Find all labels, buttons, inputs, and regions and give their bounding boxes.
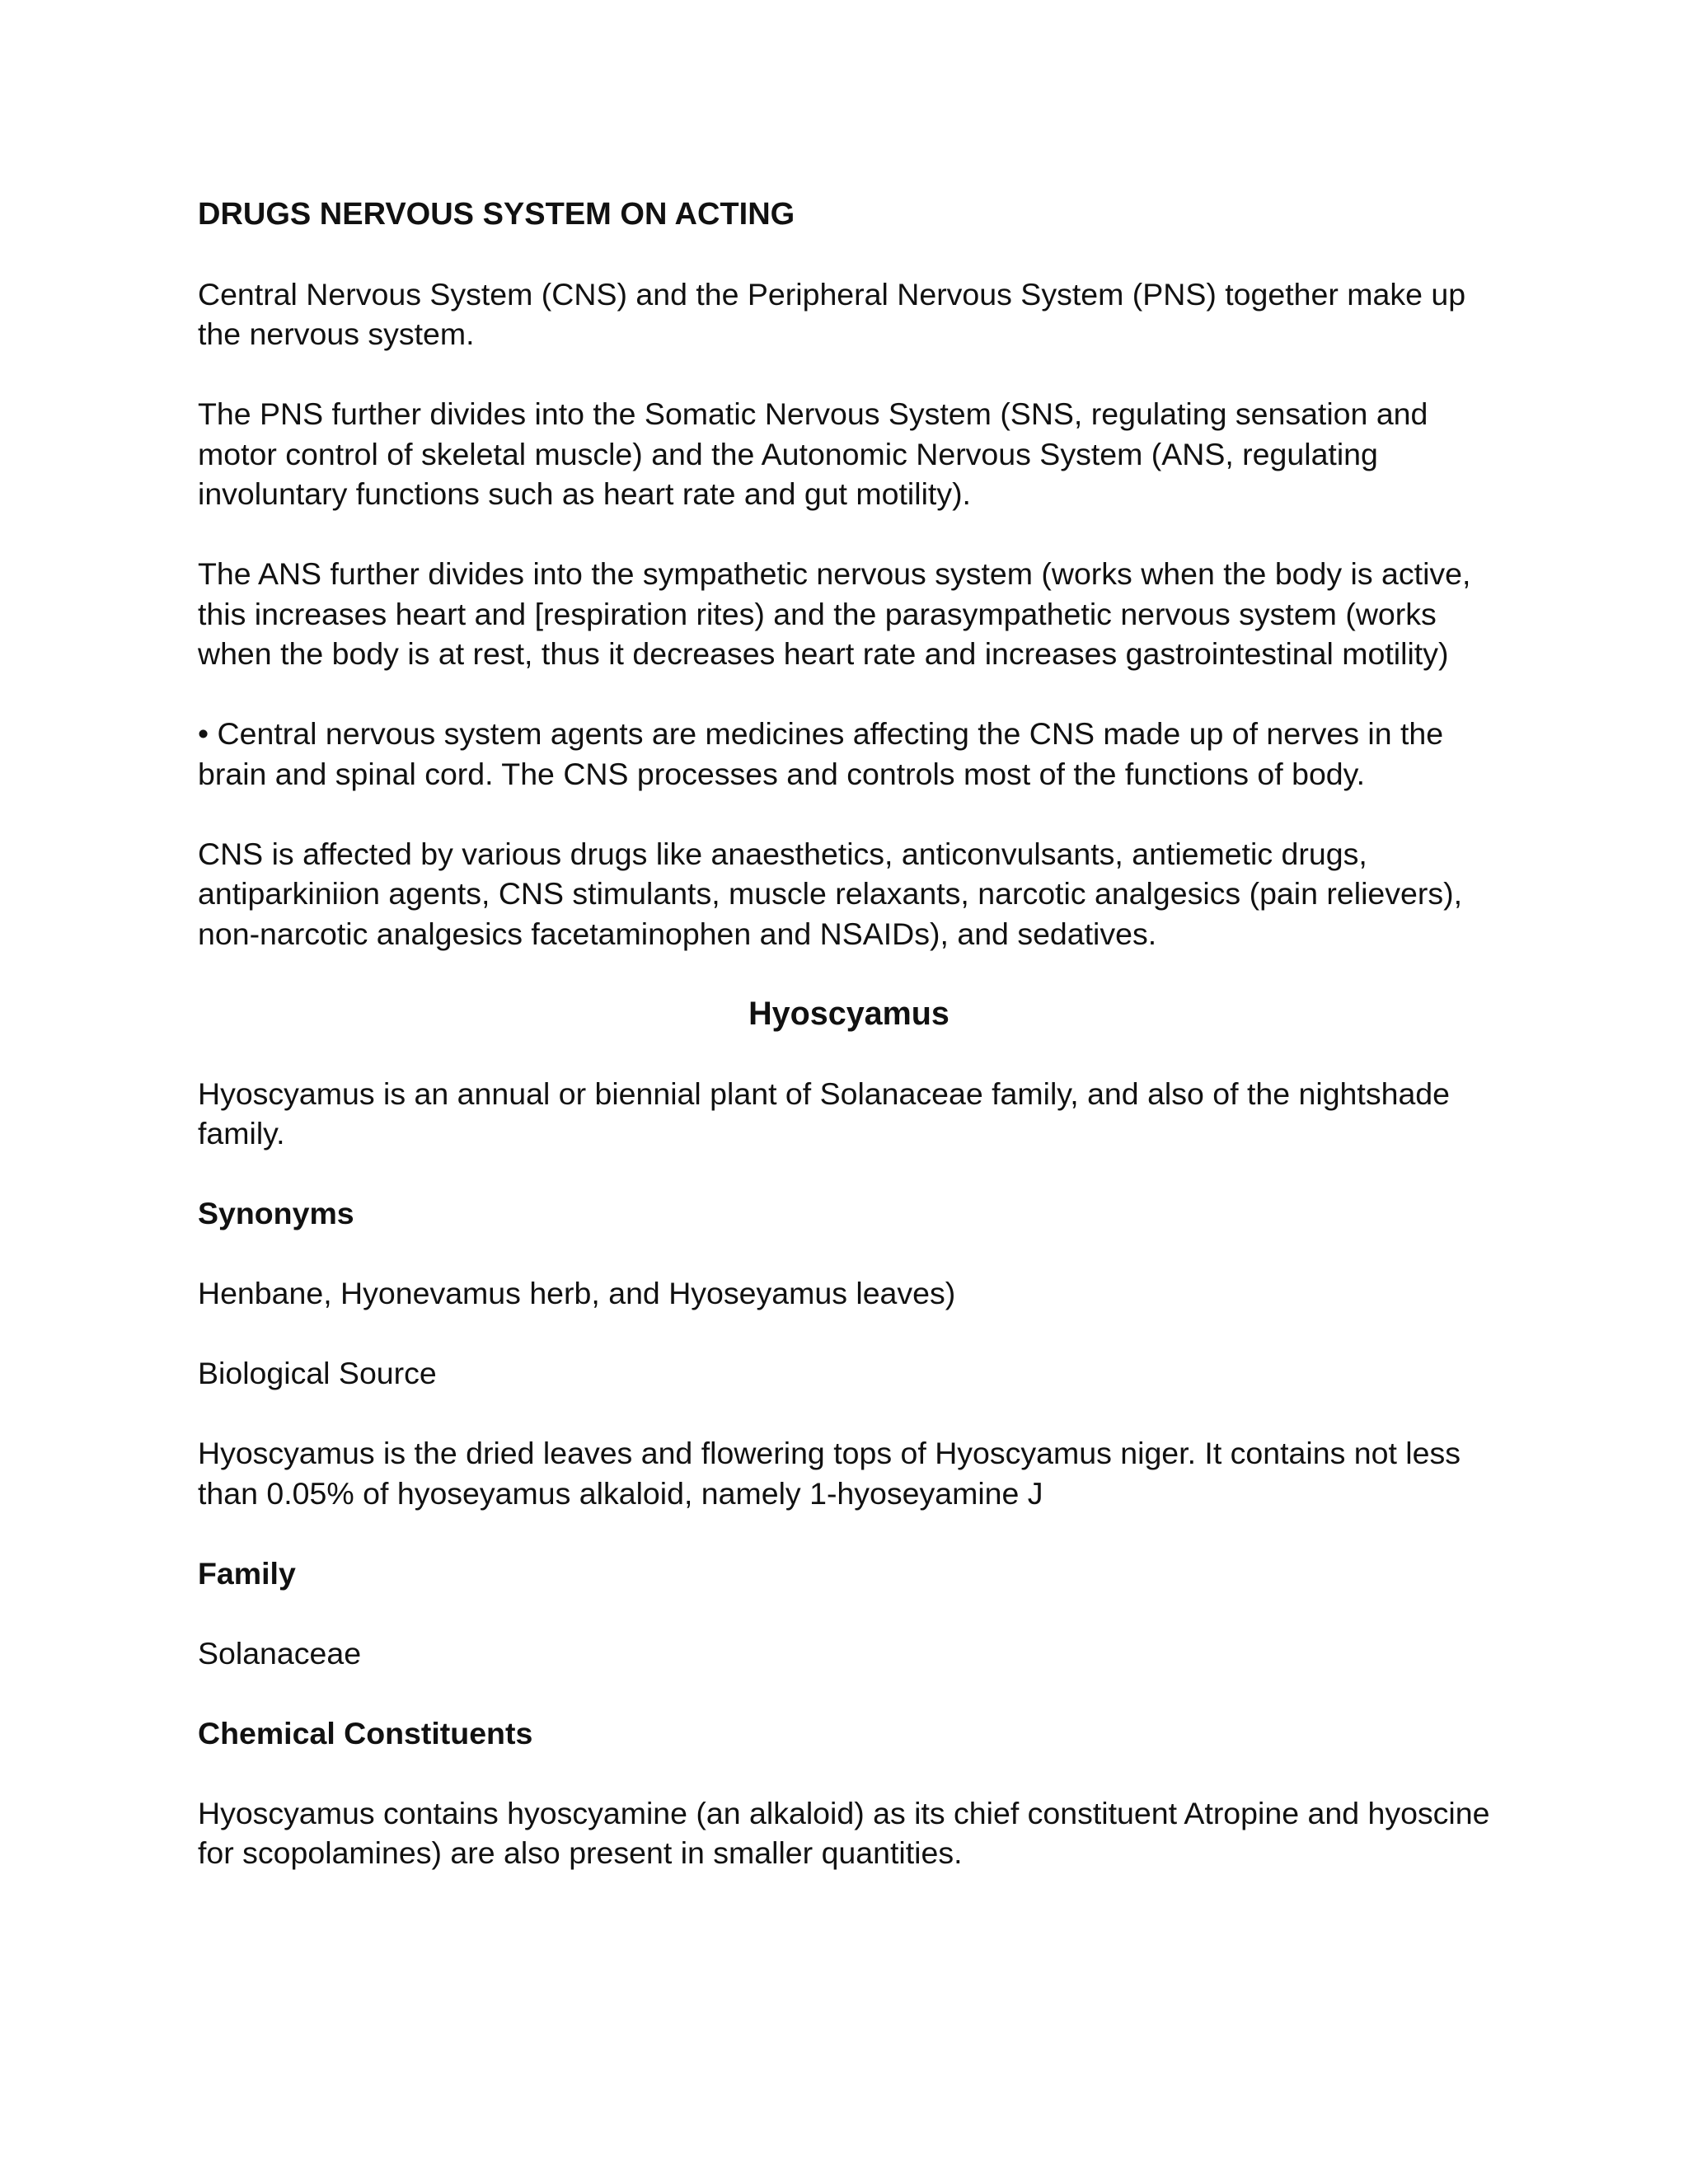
pns-paragraph: The PNS further divides into the Somatic Nervous System (SNS, regulating sensation and motor control of skeletal muscle) and the Autonomic Nervous System (ANS, regulating involuntary functions such as heart rate and gut motility). [198, 396, 1428, 511]
document-title: DRUGS NERVOUS SYSTEM ON ACTING [198, 197, 795, 232]
nervous-system-paragraph: Central Nervous System (CNS) and the Peripheral Nervous System (PNS) together make up the nervous system. [198, 276, 1466, 351]
biological-source-heading: Biological Source [198, 1356, 437, 1390]
ans-paragraph: The ANS further divides into the sympathetic nervous system (works when the body is active, this increases heart and [respiration rites) and the parasympathetic nervous system (works when the body is at rest, thus it decreases heart rate and increases gastrointestinal motility) [198, 556, 1471, 671]
cns-drugs-paragraph: CNS is affected by various drugs like anaesthetics, anticonvulsants, antiemetic drugs, antiparkiniion agents, CNS stimulants, muscle relaxants, narcotic analgesics (pain relievers), non-narcotic analgesics facetaminophen and NSAIDs), and sedatives. [198, 836, 1463, 951]
chemical-constituents-heading: Chemical Constituents [198, 1715, 533, 1750]
hyoscyamus-title: Hyoscyamus [748, 995, 950, 1032]
synonyms-heading: Synonyms [198, 1196, 354, 1230]
synonyms-text: Henbane, Hyonevamus herb, and Hyoseyamus leaves) [198, 1276, 956, 1310]
hyoscyamus-intro: Hyoscyamus is an annual or biennial plant of Solanaceae family, and also of the nightshade family. [198, 1076, 1451, 1151]
chemical-constituents-text: Hyoscyamus contains hyoscyamine (an alkaloid) as its chief constituent Atropine and hyoscine for scopolamines) are also present in smaller quantities. [198, 1795, 1490, 1870]
document-body [198, 194, 1500, 1873]
biological-source-text: Hyoscyamus is the dried leaves and flowering tops of Hyoscyamus niger. It contains not less than 0.05% of hyoseyamus alkaloid, namely 1-hyoseyamine J [198, 1436, 1461, 1511]
cns-agents-paragraph: • Central nervous system agents are medicines affecting the CNS made up of nerves in the brain and spinal cord. The CNS processes and controls most of the functions of body. [198, 716, 1444, 791]
family-heading: Family [198, 1555, 296, 1591]
family-text: Solanaceae [198, 1635, 362, 1671]
